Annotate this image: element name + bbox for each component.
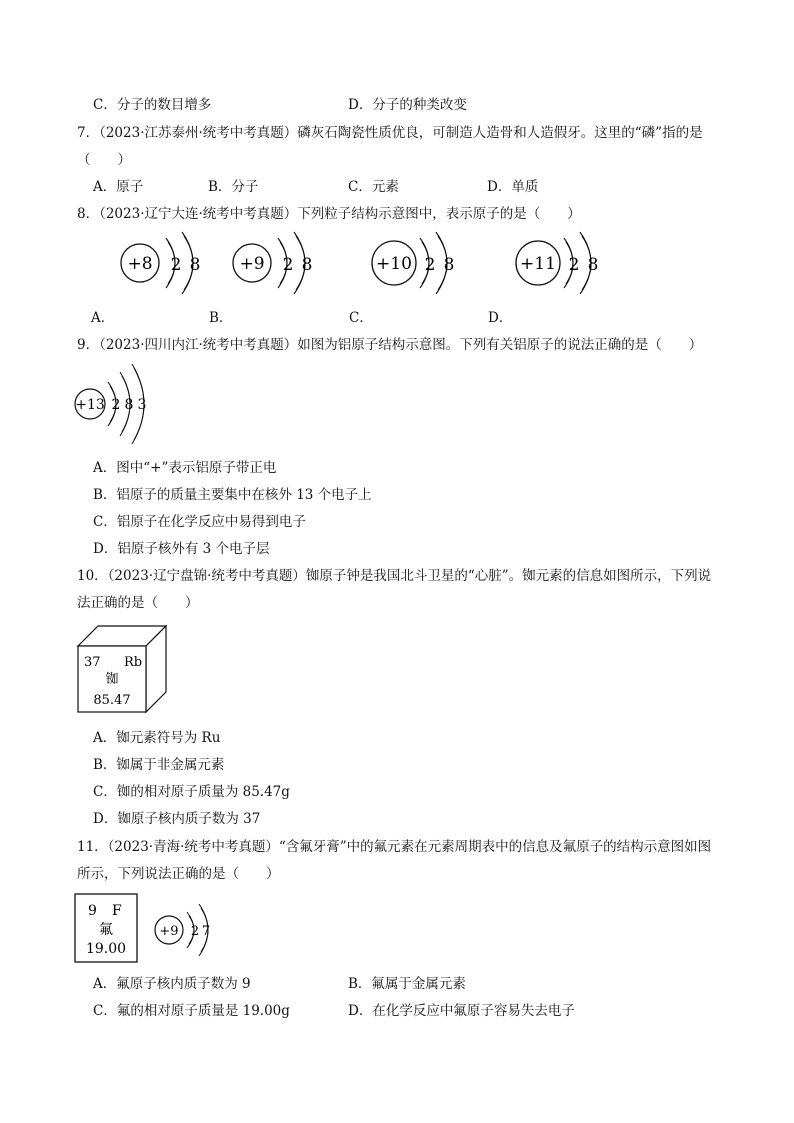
q9-shell-3: 3 xyxy=(137,397,147,413)
q9-shell-1: 2 xyxy=(111,397,121,413)
q11-stem-continued: 所示，下列说法正确的是（ ） xyxy=(77,866,280,882)
q8-a-shell-2: 8 xyxy=(189,255,201,275)
q10-stem: 10．（2023·辽宁盘锦·统考中考真题）铷原子钟是我国北斗卫星的“心脏”。铷元素的信息如图所示，下列说 xyxy=(77,568,712,584)
q11-stem: 11．（2023·青海·统考中考真题）“含氟牙膏”中的氟元素在元素周期表中的信息及氟原子的结构示意图如图 xyxy=(77,839,712,855)
q8-d-shell-1: 2 xyxy=(568,255,580,275)
q10-element-symbol: Rb xyxy=(124,655,143,670)
q10-atomic-mass: 85.47 xyxy=(93,693,131,708)
q9-option-d: D．铝原子核外有 3 个电子层 xyxy=(93,541,270,557)
q10-option-b: B．铷属于非金属元素 xyxy=(93,757,225,773)
q7-answer-blank: （ ） xyxy=(77,152,131,168)
q8-c-shell-2: 8 xyxy=(443,255,455,275)
q11-atomic-mass: 19.00 xyxy=(85,941,127,957)
q10-option-a: A．铷元素符号为 Ru xyxy=(93,730,221,746)
q10-option-c: C．铷的相对原子质量为 85.47g xyxy=(93,784,290,800)
q11-element-symbol: F xyxy=(112,903,122,919)
q11-shell-2: 7 xyxy=(201,924,211,939)
q8-label-b: B． xyxy=(209,310,233,326)
q8-a-shell-1: 2 xyxy=(170,255,182,275)
q6-option-c: C．分子的数目增多 xyxy=(93,97,212,113)
q8-atom-diagram-d xyxy=(508,228,612,298)
q11-option-c: C．氟的相对原子质量是 19.00g xyxy=(93,1003,290,1019)
q11-nucleus: +9 xyxy=(159,924,179,939)
q9-nucleus: +13 xyxy=(75,397,105,413)
q11-element-name: 氟 xyxy=(99,922,113,938)
q11-fluorine-element-box xyxy=(74,893,138,963)
q6-option-d: D．分子的种类改变 xyxy=(348,97,467,113)
q8-atom-diagram-b xyxy=(224,228,324,298)
q11-shell-1: 2 xyxy=(190,924,200,939)
q9-option-b: B．铝原子的质量主要集中在核外 13 个电子上 xyxy=(93,487,372,503)
q10-element-name: 铷 xyxy=(105,672,119,687)
q10-option-d: D．铷原子核内质子数为 37 xyxy=(93,811,261,827)
q8-c-nucleus: +10 xyxy=(376,254,412,274)
q9-stem: 9．（2023·四川内江·统考中考真题）如图为铝原子结构示意图。下列有关铝原子的说法正确的是（ ） xyxy=(77,337,703,353)
q7-option-d: D．单质 xyxy=(487,179,539,195)
q9-aluminum-atom-diagram xyxy=(72,364,172,446)
q11-fluorine-atom-diagram xyxy=(153,904,223,956)
q11-option-b: B．氟属于金属元素 xyxy=(348,976,466,992)
q10-rubidium-element-cube xyxy=(76,624,170,716)
q9-shell-2: 8 xyxy=(124,397,134,413)
q7-stem: 7．（2023·江苏泰州·统考中考真题）磷灰石陶瓷性质优良，可制造人造骨和人造假牙。这里的“磷”指的是 xyxy=(77,125,703,141)
q8-atom-diagram-a xyxy=(112,228,212,298)
q11-atomic-number: 9 xyxy=(88,903,97,919)
q9-option-c: C．铝原子在化学反应中易得到电子 xyxy=(93,514,306,530)
q8-b-shell-2: 8 xyxy=(301,255,313,275)
q10-stem-continued: 法正确的是（ ） xyxy=(77,595,199,611)
q7-option-b: B．分子 xyxy=(208,179,259,195)
q8-stem: 8．（2023·辽宁大连·统考中考真题）下列粒子结构示意图中，表示原子的是（ ） xyxy=(77,206,581,222)
q10-atomic-number: 37 xyxy=(84,655,101,670)
q8-a-nucleus: +8 xyxy=(127,254,153,274)
q8-b-nucleus: +9 xyxy=(239,254,265,274)
q8-label-c: C． xyxy=(349,310,373,326)
q8-c-shell-1: 2 xyxy=(424,255,436,275)
q9-option-a: A．图中“+”表示铝原子带正电 xyxy=(93,460,277,476)
q11-option-a: A．氟原子核内质子数为 9 xyxy=(93,976,251,992)
q7-option-c: C．元素 xyxy=(348,179,399,195)
q8-label-d: D． xyxy=(488,310,513,326)
q8-b-shell-1: 2 xyxy=(282,255,294,275)
q8-d-nucleus: +11 xyxy=(520,254,556,274)
q7-option-a: A．原子 xyxy=(93,179,144,195)
q8-label-a: A． xyxy=(91,310,115,326)
q11-option-d: D．在化学反应中氟原子容易失去电子 xyxy=(348,1003,575,1019)
q8-atom-diagram-c xyxy=(362,228,466,298)
q8-d-shell-2: 8 xyxy=(587,255,599,275)
